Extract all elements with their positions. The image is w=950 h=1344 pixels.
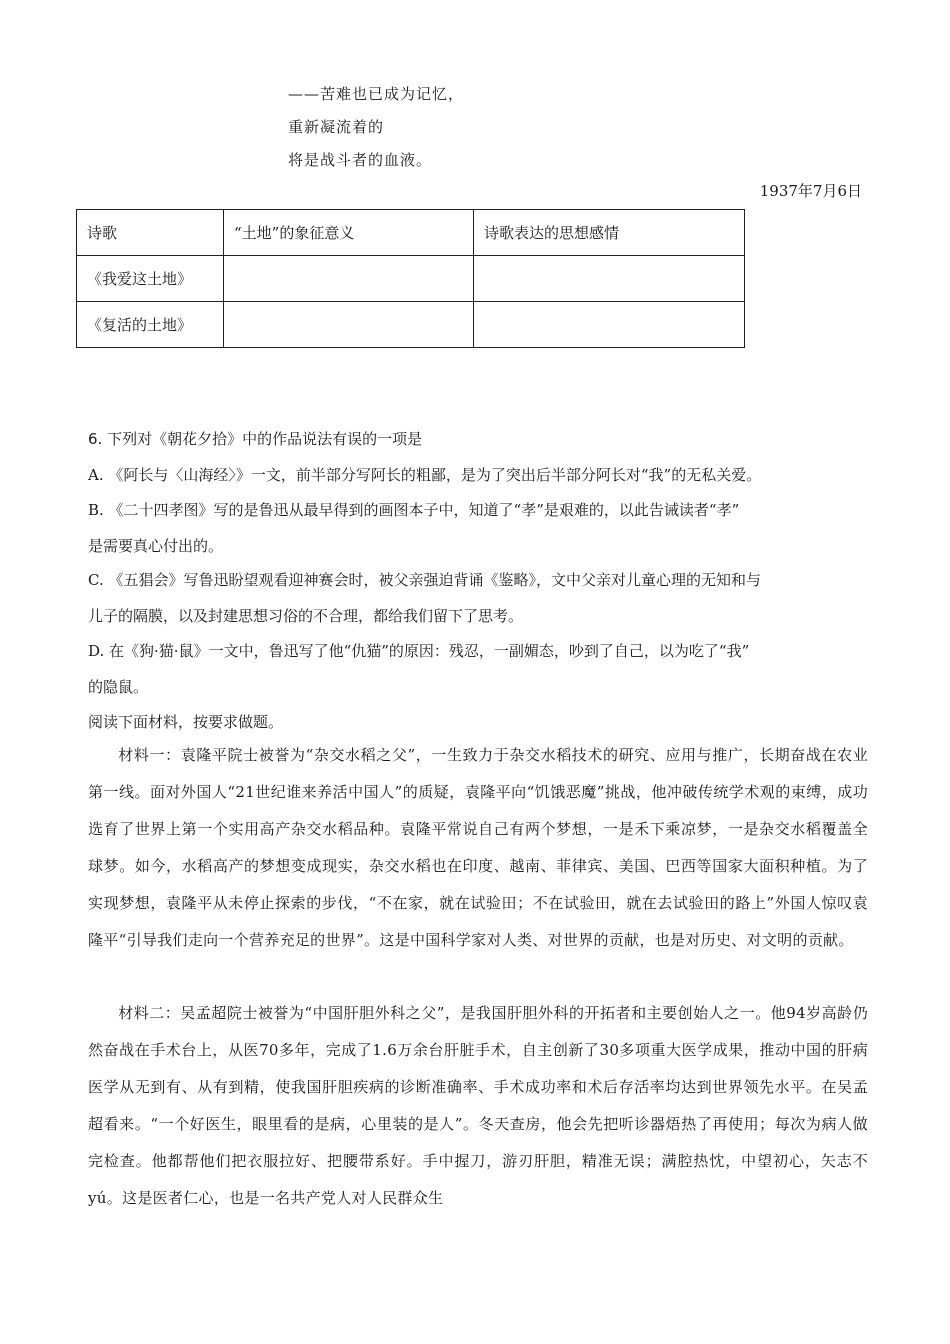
option-b[interactable]: B. 《二十四孝图》写的是鲁迅从最早得到的画图本子中，知道了“孝”是艰难的，以此告诫读者“孝” [88,501,740,519]
material-1-text: 材料一：袁隆平院士被誉为“杂交水稻之父”，一生致力于杂交水稻技术的研究、应用与推广，长期奋战在农业第一线。面对外国人“21世纪谁来养活中国人”的质疑，袁隆平向“饥饿恶魔”挑战，他冲破传统学术观的束缚，成功选育了世界上第一个实用高产杂交水稻品种。袁隆平常说自己有两个梦想，一是禾下乘凉梦，一是杂交水稻覆盖全球梦。如今，水稻高产的梦想变成现实，杂交水稻也在印度、越南、菲律宾、美国、巴西等国家大面积种植。为了实现梦想，袁隆平从未停止探索的步伐，“不在家，就在试验田；不在试验田，就在去试验田的路上”外国人惊叹袁隆平“引导我们走向一个营养充足的世界”。这是中国科学家对人类、对世界的贡献，也是对历史、对文明的贡献。 [88,746,868,949]
material-2 [88,995,868,1217]
option-c[interactable]: C. 《五猖会》写鲁迅盼望观看迎神赛会时，被父亲强迫背诵《鉴略》，文中父亲对儿童心理的无知和与 [88,571,761,589]
poem-line-2: 重新凝流着的 [288,118,385,136]
table-header: “土地”的象征意义 [224,210,474,256]
table-row [77,256,745,302]
option-c-cont: 儿子的隔膜，以及封建思想习俗的不合理，都给我们留下了思考。 [88,607,524,625]
reading-instruction: 阅读下面材料，按要求做题。 [88,713,284,731]
option-d[interactable]: D. 在《狗·猫·鼠》一文中，鲁迅写了他“仇猫”的原因：残忍，一副媚态，吵到了自己，以为吃了“我” [88,642,750,660]
option-b-cont: 是需要真心付出的。 [88,537,224,555]
answer-table [76,209,745,348]
material-1 [88,737,868,959]
table-cell: 《复活的土地》 [77,302,224,348]
poem-date: 1937年7月6日 [759,182,862,200]
table-cell-answer[interactable] [474,302,745,348]
question-title: 6. 下列对《朝花夕拾》中的作品说法有误的一项是 [88,430,423,448]
table-cell-answer[interactable] [224,302,474,348]
poem-line-3: 将是战斗者的血液。 [288,151,433,169]
table-cell-answer[interactable] [224,256,474,302]
table-header: 诗歌 [77,210,224,256]
table-row [77,302,745,348]
table-cell-answer[interactable] [474,256,745,302]
material-2-text: 材料二：吴孟超院士被誉为“中国肝胆外科之父”，是我国肝胆外科的开拓者和主要创始人之一。他94岁高龄仍然奋战在手术台上，从医70多年，完成了1.6万余台肝脏手术，自主创新了30多项重大医学成果，推动中国的肝病医学从无到有、从有到精，使我国肝胆疾病的诊断准确率、手术成功率和术后存活率均达到世界领先水平。在吴孟超看来。“一个好医生，眼里看的是病，心里装的是人”。冬天查房，他会先把听诊器焐热了再使用；每次为病人做完检查。他都帮他们把衣服拉好、把腰带系好。手中握刀，游刃肝胆，精准无误；满腔热忱，中望初心，矢志不yú。这是医者仁心，也是一名共产党人对人民群众生 [88,1004,868,1207]
table-header-row [77,210,745,256]
poem-line-1: ——苦难也已成为记忆， [288,85,465,103]
table-cell: 《我爱这土地》 [77,256,224,302]
option-a[interactable]: A. 《阿长与〈山海经〉》一文，前半部分写阿长的粗鄙，是为了突出后半部分阿长对“我”的无私关爱。 [88,466,762,484]
option-d-cont: 的隐鼠。 [88,678,149,696]
table-header: 诗歌表达的思想感情 [474,210,745,256]
